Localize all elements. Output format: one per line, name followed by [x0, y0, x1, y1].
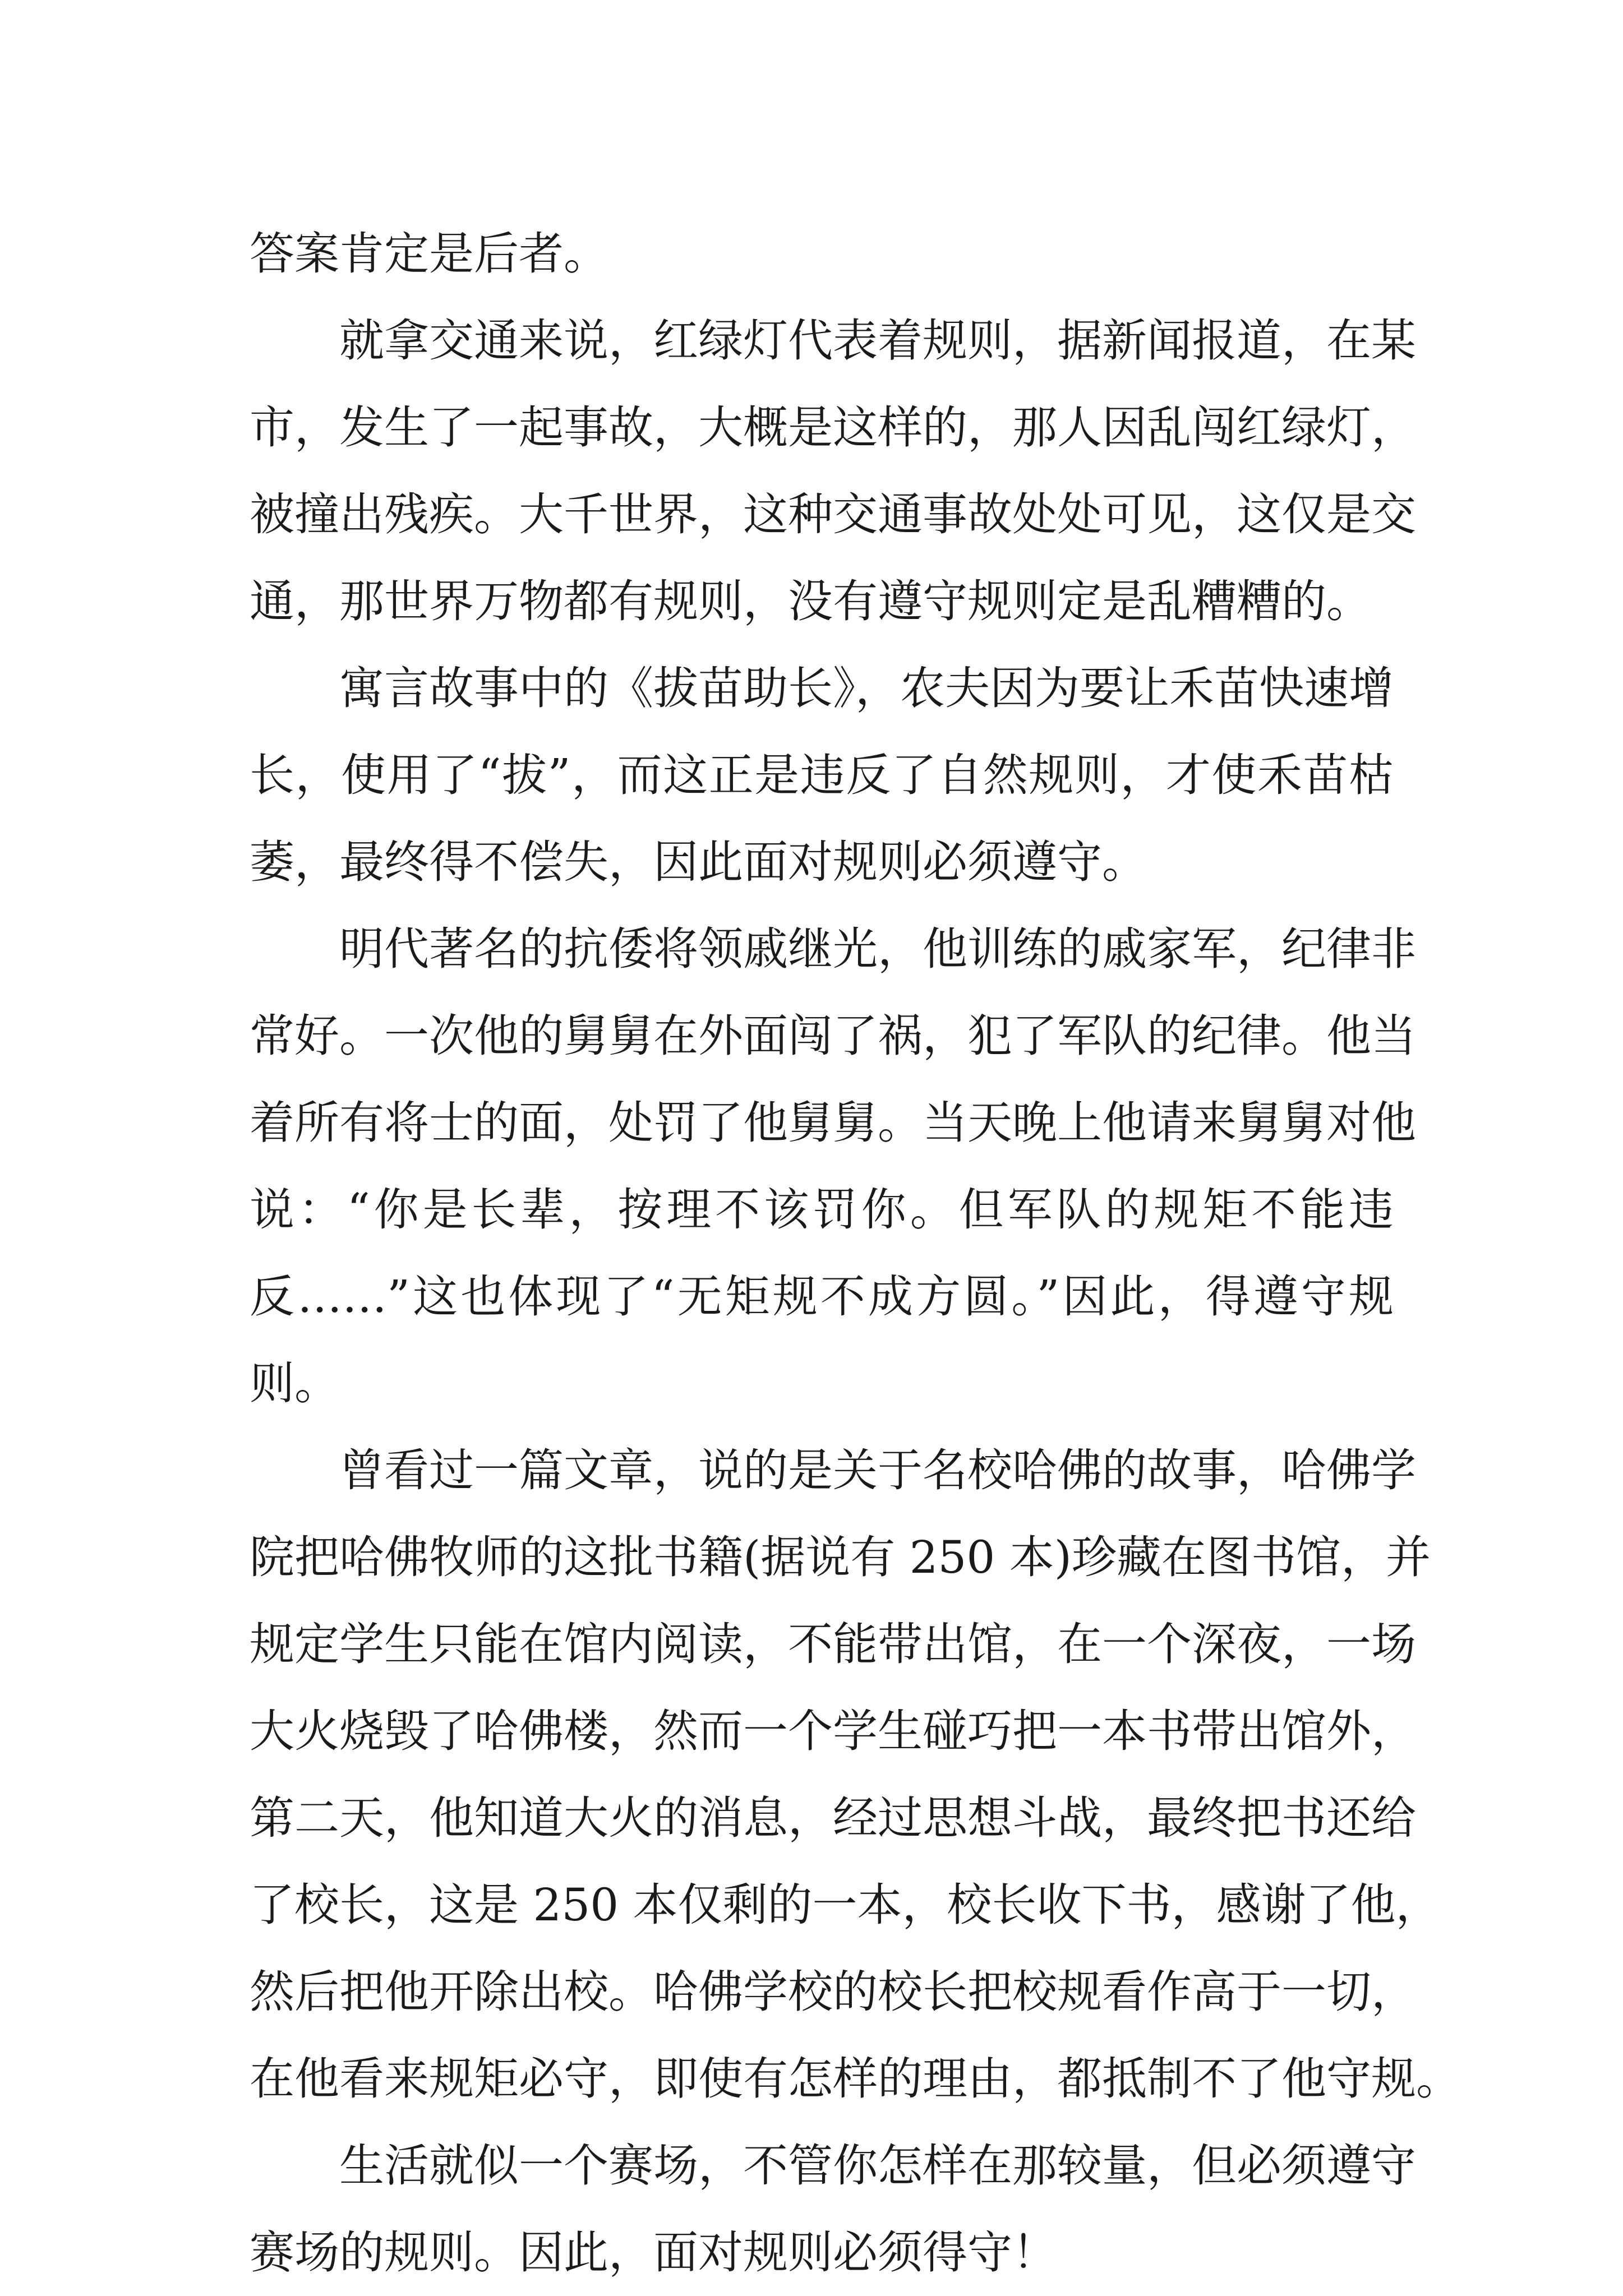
- text-line: 萎，最终得不偿失，因此面对规则必须遵守。: [250, 836, 1147, 888]
- text-line: 院把哈佛牧师的这批书籍(据说有 250 本)珍藏在图书馆，并: [250, 1531, 1431, 1583]
- text-line: 在他看来规矩必守，即使有怎样的理由，都抵制不了他守规。: [250, 2053, 1461, 2105]
- text-line: 就拿交通来说，红绿灯代表着规则，据新闻报道，在某: [339, 315, 1416, 367]
- text-line: 着所有将士的面，处罚了他舅舅。当天晚上他请来舅舅对他: [250, 1097, 1416, 1149]
- paragraph: [250, 2122, 1416, 2296]
- text-line: 生活就似一个赛场，不管你怎样在那较量，但必须遵守: [339, 2140, 1416, 2192]
- text-line: 常好。一次他的舅舅在外面闯了祸，犯了军队的纪律。他当: [250, 1010, 1416, 1062]
- text-line: 寓言故事中的《拔苗助长》，农夫因为要让禾苗快速增: [339, 662, 1394, 714]
- text-line: 长，使用了“拔”，而这正是违反了自然规则，才使禾苗枯: [250, 749, 1394, 801]
- text-line: 了校长，这是 250 本仅剩的一本，校长收下书，感谢了他，: [250, 1879, 1441, 1931]
- text-line: 反……”这也体现了“无矩规不成方圆。”因此，得遵守规: [250, 1271, 1394, 1323]
- paragraph: [250, 906, 1416, 1427]
- text-line: 大火烧毁了哈佛楼，然而一个学生碰巧把一本书带出馆外，: [250, 1705, 1416, 1757]
- paragraph: [250, 297, 1416, 645]
- text-line: 明代著名的抗倭将领戚继光，他训练的戚家军，纪律非: [339, 923, 1416, 975]
- text-line: 说：“你是长辈，按理不该罚你。但军队的规矩不能违: [250, 1184, 1394, 1236]
- text-line: 则。: [250, 1357, 339, 1410]
- text-line: 曾看过一篇文章，说的是关于名校哈佛的故事，哈佛学: [339, 1444, 1416, 1496]
- text-line: 答案肯定是后者。: [250, 228, 608, 280]
- text-line: 被撞出残疾。大千世界，这种交通事故处处可见，这仅是交: [250, 488, 1416, 540]
- text-line: 赛场的规则。因此，面对规则必须得守！: [250, 2226, 1057, 2279]
- text-line: 市，发生了一起事故，大概是这样的，那人因乱闯红绿灯，: [250, 401, 1416, 454]
- paragraph: [250, 1427, 1461, 2122]
- paragraph: [250, 645, 1394, 906]
- text-line: 第二天，他知道大火的消息，经过思想斗战，最终把书还给: [250, 1792, 1416, 1844]
- paragraph: [250, 210, 1394, 297]
- text-line: 规定学生只能在馆内阅读，不能带出馆，在一个深夜，一场: [250, 1618, 1416, 1670]
- text-line: 然后把他开除出校。哈佛学校的校长把校规看作高于一切，: [250, 1966, 1416, 2018]
- essay-body: [250, 210, 1461, 2296]
- text-line: 通，那世界万物都有规则，没有遵守规则定是乱糟糟的。: [250, 575, 1371, 627]
